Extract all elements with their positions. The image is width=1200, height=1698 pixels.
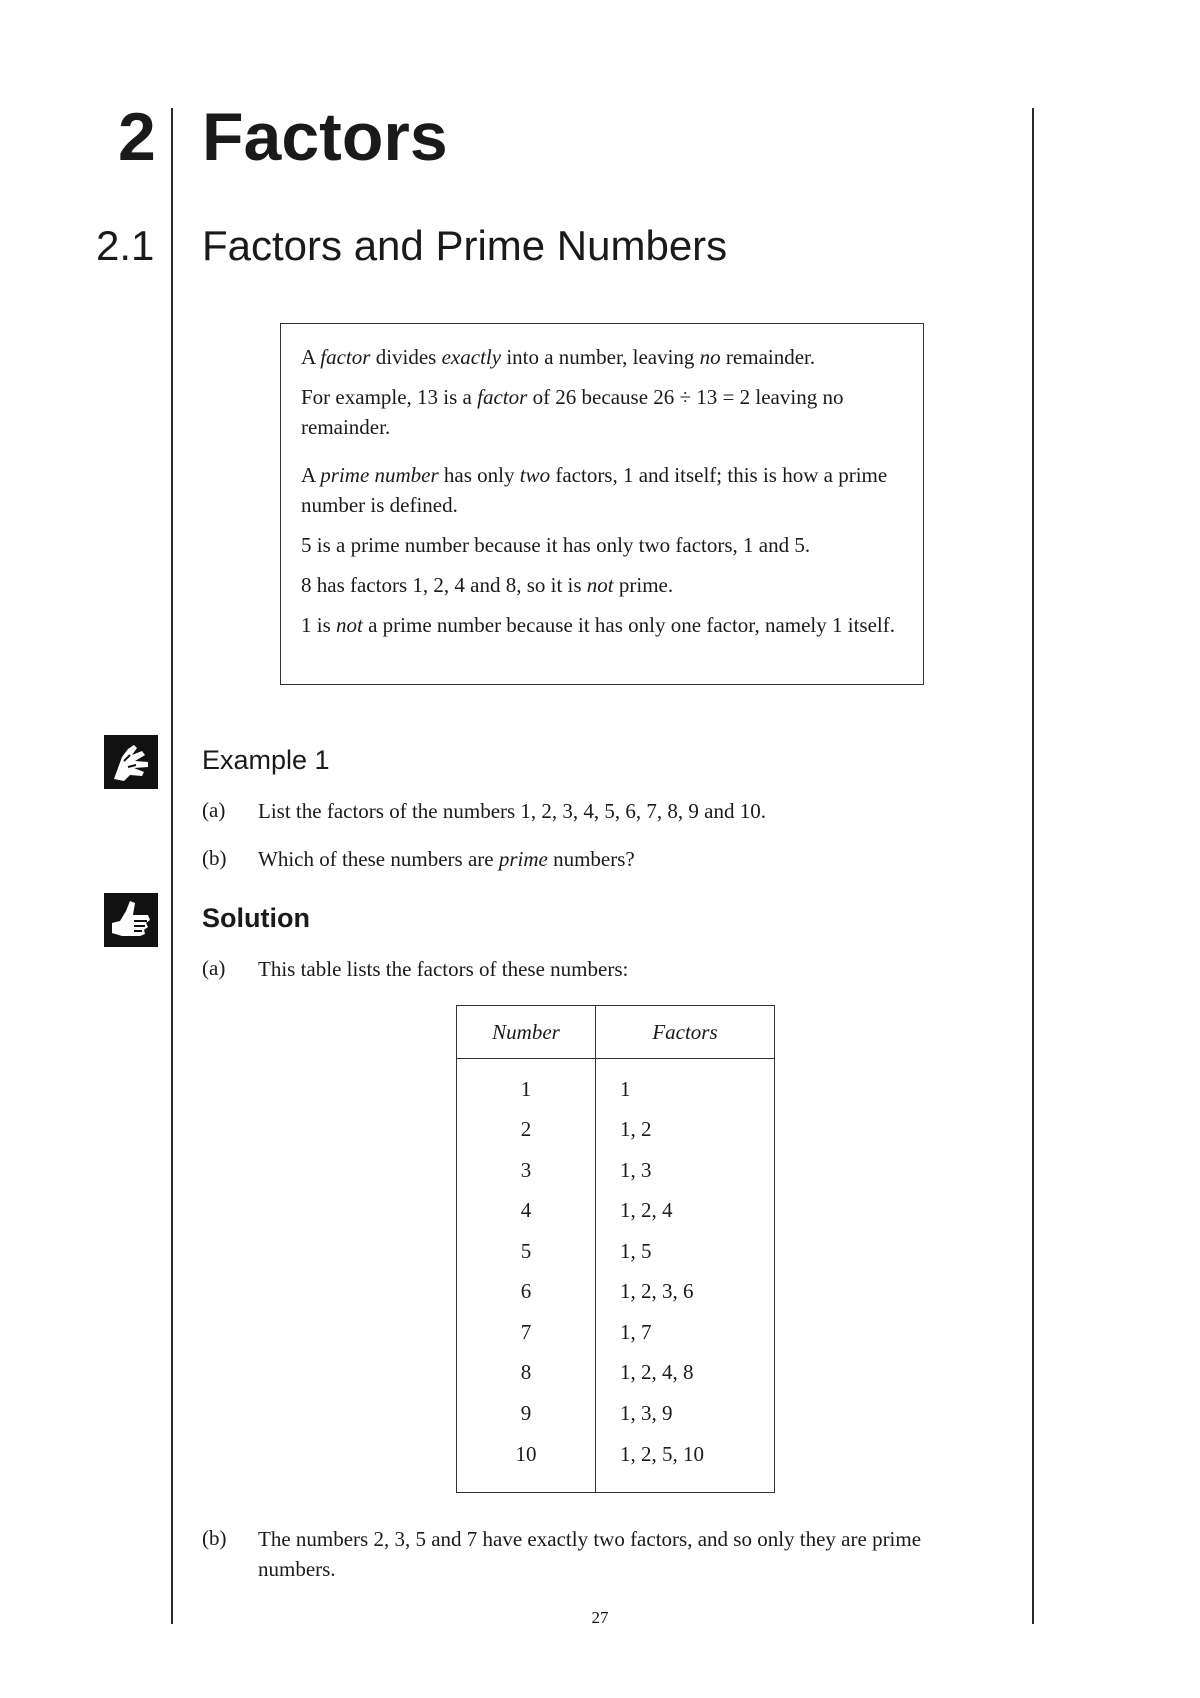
solution-b-label: (b) xyxy=(202,1526,227,1550)
pointing-hand-icon xyxy=(104,735,158,789)
example-a-text: List the factors of the numbers 1, 2, 3, 4, 5, 6, 7, 8, 9 and 10. xyxy=(258,799,766,823)
table-row: 1 1 xyxy=(457,1059,775,1110)
definition-factor: A factor divides exactly into a number, leaving no remainder. xyxy=(301,345,816,369)
table-row: 4 1, 2, 4 xyxy=(457,1191,775,1232)
example-heading: Example 1 xyxy=(202,745,330,775)
example-b-label: (b) xyxy=(202,846,227,870)
definition-one: 1 is not a prime number because it has only one factor, namely 1 itself. xyxy=(301,613,896,637)
table-row: 10 1, 2, 5, 10 xyxy=(457,1434,775,1493)
definition-five: 5 is a prime number because it has only two factors, 1 and 5. xyxy=(301,533,811,557)
section-number: 2.1 xyxy=(96,222,155,269)
example-b-text: Which of these numbers are prime numbers? xyxy=(258,847,635,871)
table-row: 2 1, 2 xyxy=(457,1110,775,1151)
solution-b-text: The numbers 2, 3, 5 and 7 have exactly two factors, and so only they are prime numbers. xyxy=(258,1527,922,1581)
definition-example: For example, 13 is a factor of 26 because 26 ÷ 13 = 2 leaving no remainder. xyxy=(301,385,844,439)
left-margin-rule xyxy=(171,108,173,1624)
solution-heading: Solution xyxy=(202,903,310,933)
definition-box xyxy=(280,323,924,685)
section-title: Factors and Prime Numbers xyxy=(202,222,728,269)
example-a-label: (a) xyxy=(202,798,226,822)
table-row: 3 1, 3 xyxy=(457,1150,775,1191)
chapter-title: Factors xyxy=(202,99,448,175)
table-row: 9 1, 3, 9 xyxy=(457,1393,775,1434)
table-row: 5 1, 5 xyxy=(457,1231,775,1272)
page-number: 27 xyxy=(591,1608,609,1627)
factors-table xyxy=(456,1005,775,1493)
thumbs-up-hand-icon xyxy=(104,893,158,947)
table-header-row xyxy=(457,1006,775,1059)
right-margin-rule xyxy=(1032,108,1034,1624)
header-factors: Factors xyxy=(596,1006,775,1059)
table-row: 7 1, 7 xyxy=(457,1312,775,1353)
header-number: Number xyxy=(457,1006,596,1059)
solution-a-label: (a) xyxy=(202,956,226,980)
chapter-number: 2 xyxy=(118,99,156,175)
solution-a-text: This table lists the factors of these numbers: xyxy=(258,957,629,981)
definition-prime: A prime number has only two factors, 1 and itself; this is how a prime number is defined. xyxy=(301,463,888,517)
table-row: 6 1, 2, 3, 6 xyxy=(457,1272,775,1313)
table-row: 8 1, 2, 4, 8 xyxy=(457,1353,775,1394)
definition-eight: 8 has factors 1, 2, 4 and 8, so it is not prime. xyxy=(301,573,674,597)
